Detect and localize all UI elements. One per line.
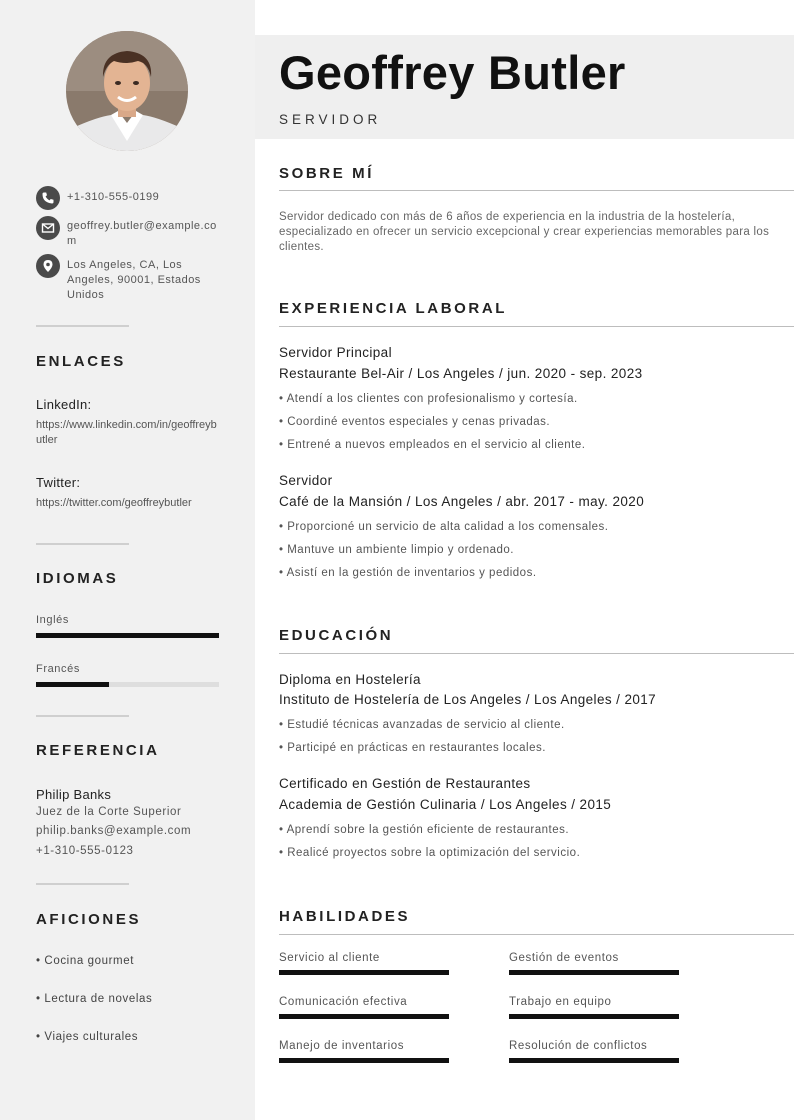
skill-level-bar: [279, 1014, 449, 1019]
section-rule: [279, 326, 794, 327]
education-institution: Academia de Gestión Culinaria / Los Angeles / 2015: [279, 797, 612, 812]
job-title: Servidor: [279, 473, 333, 488]
job-title: Servidor Principal: [279, 345, 392, 360]
avatar: [66, 31, 188, 151]
links-heading: ENLACES: [36, 353, 126, 370]
education-bullet: • Aprendí sobre la gestión eficiente de restaurantes.: [279, 824, 570, 836]
about-text: Servidor dedicado con más de 6 años de experiencia en la industria de la hostelería, especializado en ofrecer un servicio excepcional y crear experiencias memorables para los clientes.: [279, 211, 770, 253]
hobby-item: • Lectura de novelas: [36, 993, 153, 1005]
skill-level-bar: [509, 1014, 679, 1019]
hobby-item: • Cocina gourmet: [36, 955, 135, 967]
reference-email[interactable]: philip.banks@example.com: [36, 825, 192, 837]
education-institution: Instituto de Hostelería de Los Angeles / Los Angeles / 2017: [279, 692, 657, 707]
language-level-fill: [36, 682, 109, 687]
email-text[interactable]: geoffrey.butler@example.com: [67, 220, 217, 247]
main-content: [255, 0, 794, 1120]
contact-location: [36, 254, 217, 303]
skill-label: Gestión de eventos: [509, 952, 619, 964]
section-rule: [279, 934, 794, 935]
location-text: Los Angeles, CA, Los Angeles, 90001, Estados Unidos: [67, 259, 201, 301]
language-label: Francés: [36, 663, 80, 675]
sidebar: [0, 0, 255, 1120]
skill-label: Resolución de conflictos: [509, 1040, 648, 1052]
reference-heading: REFERENCIA: [36, 742, 160, 759]
profile-photo: [66, 31, 188, 151]
job-role: SERVIDOR: [279, 112, 382, 127]
skill-level-bar: [509, 970, 679, 975]
linkedin-link[interactable]: https://www.linkedin.com/in/geoffreybutler: [36, 419, 217, 446]
divider: [36, 883, 129, 885]
phone-text: +1-310-555-0199: [67, 191, 160, 203]
hobbies-heading: AFICIONES: [36, 911, 142, 928]
job-bullet: • Entrené a nuevos empleados en el servicio al cliente.: [279, 439, 586, 451]
job-company: Café de la Mansión / Los Angeles / abr. 2017 - may. 2020: [279, 494, 645, 509]
skill-level-bar: [279, 1058, 449, 1063]
education-bullet: • Participé en prácticas en restaurantes locales.: [279, 742, 546, 754]
skill-label: Comunicación efectiva: [279, 996, 408, 1008]
twitter-label: Twitter:: [36, 475, 81, 490]
job-company: Restaurante Bel-Air / Los Angeles / jun. 2020 - sep. 2023: [279, 366, 643, 381]
skill-level-bar: [279, 970, 449, 975]
about-heading: SOBRE MÍ: [279, 165, 374, 182]
language-label: Inglés: [36, 614, 69, 626]
contact-phone: [36, 186, 219, 210]
languages-heading: IDIOMAS: [36, 570, 119, 587]
skills-heading: HABILIDADES: [279, 908, 411, 925]
education-title: Certificado en Gestión de Restaurantes: [279, 776, 531, 791]
skill-label: Manejo de inventarios: [279, 1040, 405, 1052]
job-bullet: • Mantuve un ambiente limpio y ordenado.: [279, 544, 514, 556]
job-bullet: • Atendí a los clientes con profesionalismo y cortesía.: [279, 393, 578, 405]
experience-heading: EXPERIENCIA LABORAL: [279, 300, 508, 317]
skill-level-bar: [509, 1058, 679, 1063]
section-rule: [279, 653, 794, 654]
divider: [36, 325, 129, 327]
job-bullet: • Proporcioné un servicio de alta calidad a los comensales.: [279, 521, 609, 533]
divider: [36, 715, 129, 717]
contact-email: [36, 216, 219, 249]
skill-label: Servicio al cliente: [279, 952, 380, 964]
job-bullet: • Coordiné eventos especiales y cenas privadas.: [279, 416, 551, 428]
linkedin-label: LinkedIn:: [36, 397, 92, 412]
language-level-bar: [36, 633, 219, 638]
person-name: Geoffrey Butler: [279, 46, 626, 99]
education-bullet: • Realicé proyectos sobre la optimización del servicio.: [279, 847, 581, 859]
email-icon: [36, 216, 60, 240]
location-icon: [36, 254, 60, 278]
language-level-fill: [36, 633, 219, 638]
divider: [36, 543, 129, 545]
section-rule: [279, 190, 794, 191]
reference-title: Juez de la Corte Superior: [36, 806, 182, 818]
hobby-item: • Viajes culturales: [36, 1031, 139, 1043]
language-level-bar: [36, 682, 219, 687]
job-bullet: • Asistí en la gestión de inventarios y pedidos.: [279, 567, 537, 579]
phone-icon: [36, 186, 60, 210]
skill-label: Trabajo en equipo: [509, 996, 612, 1008]
reference-name: Philip Banks: [36, 787, 112, 802]
education-heading: EDUCACIÓN: [279, 627, 394, 644]
education-bullet: • Estudié técnicas avanzadas de servicio al cliente.: [279, 719, 565, 731]
reference-phone: +1-310-555-0123: [36, 845, 134, 857]
twitter-link[interactable]: https://twitter.com/geoffreybutler: [36, 497, 192, 509]
education-title: Diploma en Hostelería: [279, 672, 421, 687]
